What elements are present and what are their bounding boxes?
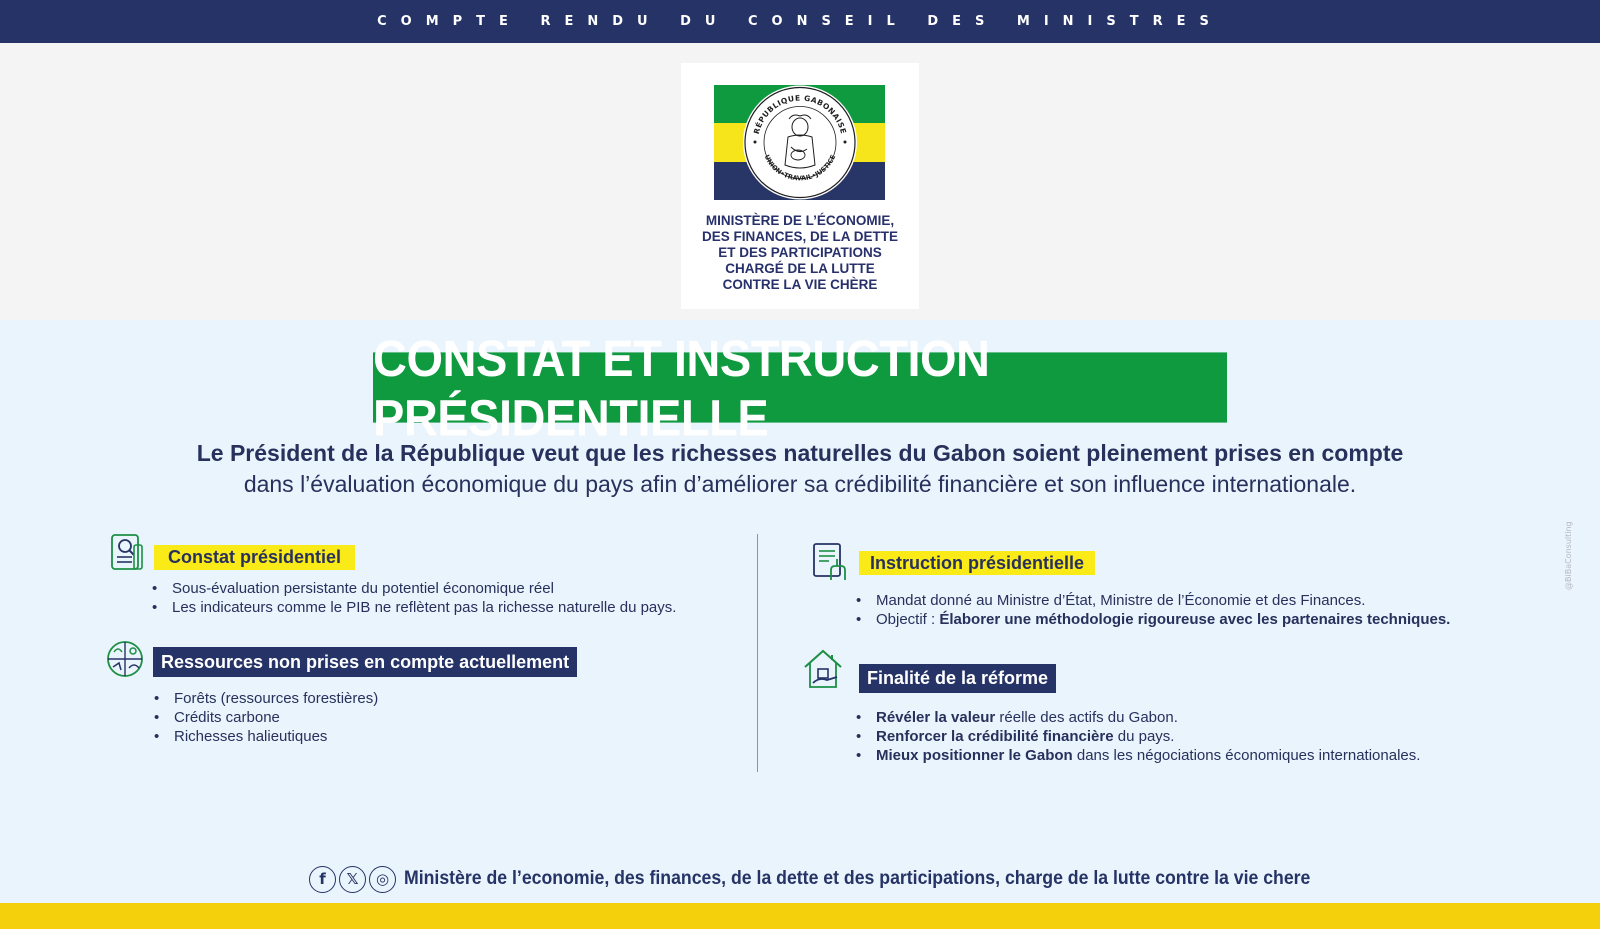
list-item: • Crédits carbone [154,708,654,727]
top-title: COMPTE RENDU DU CONSEIL DES MINISTRES [377,14,1223,29]
document-hand-icon [811,542,849,582]
list-item: • Objectif : Élaborer une méthodologie rigoureuse avec les partenaires techniques. [856,610,1556,629]
lead-paragraph [100,437,1500,499]
finalite-list [856,708,1556,765]
nature-resources-icon [106,640,144,678]
instagram-icon[interactable]: ◎ [369,866,396,893]
gabon-flag [714,85,885,200]
ministry-logo [681,63,919,309]
constat-title: Constat présidentiel [168,547,342,567]
list-item: • Renforcer la crédibilité financière du pays. [856,727,1556,746]
banner-title: CONSTAT ET INSTRUCTION PRÉSIDENTIELLE [373,329,990,446]
list-item: • Mieux positionner le Gabon dans les négociations économiques internationales. [856,746,1556,765]
list-item: • Richesses halieutiques [154,727,654,746]
list-item: • Révéler la valeur réelle des actifs du Gabon. [856,708,1556,727]
list-item: • Mandat donné au Ministre d’État, Ministre de l’Économie et des Finances. [856,591,1556,610]
svg-text:RÉPUBLIQUE GABONAISE: RÉPUBLIQUE GABONAISE [751,93,849,135]
finalite-title: Finalité de la réforme [867,668,1049,688]
top-header-bar [0,0,1600,43]
constat-tag [154,545,355,570]
column-divider [757,534,758,772]
list-item: • Forêts (ressources forestières) [154,689,654,708]
watermark: @BiBaConsulting [1564,521,1573,590]
lead-line-1: Le Président de la République veut que les richesses naturelles du Gabon soient pleinement prises en compte [196,440,1404,466]
ressources-tag [153,647,577,677]
instruction-title: Instruction présidentielle [870,552,1085,573]
ressources-list [154,689,654,746]
lead-line-2: dans l’évaluation économique du pays afin d’améliorer sa crédibilité financière et son influence internationale. [243,471,1357,497]
document-search-icon [108,533,144,573]
republic-seal-icon [741,85,859,200]
list-item: • Les indicateurs comme le PIB ne reflètent pas la richesse naturelle du pays. [152,598,752,617]
facebook-icon[interactable]: f [309,866,336,893]
house-hand-icon [801,647,845,691]
footer [309,864,1379,894]
list-item: • Sous-évaluation persistante du potentiel économique réel [152,579,752,598]
x-icon[interactable]: 𝕏 [339,866,366,893]
main-banner [373,329,1227,446]
ministry-name: MINISTÈRE DE L’ÉCONOMIE, DES FINANCES, DE LA DETTE ET DES PARTICIPATIONS CHARGÉ DE LA LUTTE CONTRE LA VIE CHÈRE [701,213,898,292]
constat-list [152,579,752,617]
finalite-tag [859,664,1056,693]
footer-ministry-text: Ministère de l’economie, des finances, de la dette et des participations, charge de la lutte contre la vie chere [404,868,1311,889]
ressources-title: Ressources non prises en compte actuellement [161,651,570,672]
instruction-list [856,591,1556,629]
svg-text:UNION•TRAVAIL•JUSTICE: UNION•TRAVAIL•JUSTICE [762,153,838,183]
bottom-bar [0,903,1600,929]
instruction-tag [859,551,1095,575]
